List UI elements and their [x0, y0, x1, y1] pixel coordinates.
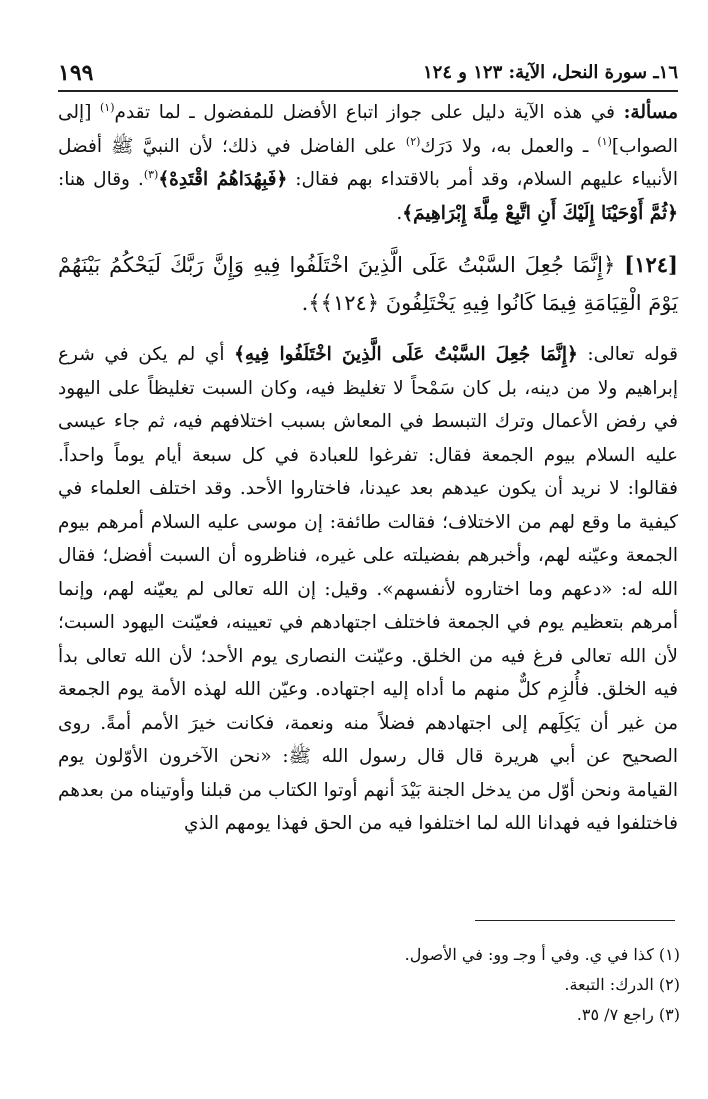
footnote-ref: (٢) [405, 134, 421, 148]
paragraph-commentary [58, 338, 678, 841]
footnote-ref: (١) [99, 100, 115, 114]
paragraph-masala [58, 96, 678, 230]
text-run: [إلى الصواب] [58, 102, 679, 157]
text-run: أي لم يكن في شرع إبراهيم ولا من دينه، بل كان سَمْحاً لا تغليظ فيه، وكان السبت تغليظاً على اليهود في رفض الأعمال وترك التبسط في المعاش بسبب اختلافهم فيه، ثم جاء عيسى عليه السلام بيوم الجمعة فقال: تفرغوا للعبادة في كل سبعة أيام يوماً واحداً. فقالوا: لا نريد أن يكون عيدهم بعد عيدنا، فاختاروا الأحد. وقد اختلف العلماء في كيفية ما وقع لهم من الاختلاف؛ فقالت طائفة: إن موسى عليه السلام أمرهم بيوم الجمعة وعيّنه لهم، وأخبرهم بفضيلته على غيره، فناظروه أن السبت أفضل؛ فقال الله له: «دعهم وما اختاروه لأنفسهم». وقيل: إن الله تعالى لم يعيّنه لهم، وإنما أمرهم بتعظيم يوم في الجمعة فاختلف اجتهادهم في تعيينه، فعيّنت اليهود السبت؛ لأن الله تعالى فرغ فيه من الخلق. وعيّنت النصارى يوم الأحد؛ لأن الله تعالى بدأ فيه الخلق. فأُلزِم كلٌّ منهم ما أداه إليه اجتهاده. وعيّن الله لهذه الأمة يوم الجمعة من غير أن يَكِلَهم إلى اجتهادهم فضلاً منه ونعمة، فكانت خيرَ الأمم أمةً. روى الصحيح عن أبي هريرة قال قال رسول الله ﷺ: «نحن الآخرون الأوّلون يوم القيامة ونحن أوّل من يدخل الجنة بَيْدَ أنهم أوتوا الكتاب من قبلنا وأوتيناه من بعدهم فاختلفوا فيه فهدانا الله لما اختلفوا فيه من الحق فهذا يومهم الذي [58, 344, 678, 834]
running-title: ١٦ـ سورة النحل، الآية: ١٢٣ و ١٢٤ [422, 62, 678, 83]
footnote: (١) كذا في ي. وفي أ وجـ وو: في الأصول. [404, 945, 680, 964]
footnote-ref: (١) [597, 134, 612, 148]
main-text [58, 96, 678, 841]
footnotes [58, 940, 680, 1030]
text-run: قوله تعالى: [577, 344, 678, 365]
footnote-separator [475, 920, 675, 921]
footnote: (٣) راجع ٧/ ٣٥. [576, 1005, 680, 1024]
verse-block [58, 246, 678, 322]
quran-quote: ﴿إِنَّمَا جُعِلَ السَّبْتُ عَلَى الَّذِينَ اخْتَلَفُوا فِيهِ﴾ [234, 344, 578, 365]
quran-quote: ﴿فَبِهُدَاهُمُ اقْتَدِهْ﴾ [158, 169, 288, 190]
verse-text: ﴿إِنَّمَا جُعِلَ السَّبْتُ عَلَى الَّذِينَ اخْتَلَفُوا فِيهِ وَإِنَّ رَبَّكَ لَيَحْكُمُ بَيْنَهُمْ يَوْمَ الْقِيَامَةِ فِيمَا كَانُوا فِيهِ يَخْتَلِفُونَ ﴿١٢٤﴾﴾ [58, 253, 678, 315]
text-run: . وقال هنا: [58, 169, 144, 190]
text-run: ـ والعمل به، ولا دَرَك [420, 135, 598, 157]
verse-number: [١٢٤] [624, 252, 678, 277]
text-run: على الفاضل في ذلك؛ لأن النبيَّ ﷺ أفضل الأنبياء عليهم السلام، وقد أمر بالاقتداء بهم فقال: [58, 135, 678, 190]
text-run: في هذه الآية دليل على جواز اتباع الأفضل للمفضول ـ لما تقدم [114, 102, 624, 123]
quran-quote: ﴿ثُمَّ أَوْحَيْنَا إِلَيْكَ أَنِ اتَّبِعْ مِلَّةَ إِبْرَاهِيمَ﴾ [402, 202, 678, 224]
verse-end: . [301, 291, 309, 315]
text-run: . [396, 202, 403, 224]
footnote-ref: (٣) [143, 167, 159, 181]
masala-label: مسألة: [623, 102, 679, 123]
page-header [58, 58, 678, 92]
footnote: (٢) الدرك: التبعة. [564, 975, 680, 994]
page-number: ١٩٩ [58, 60, 94, 86]
